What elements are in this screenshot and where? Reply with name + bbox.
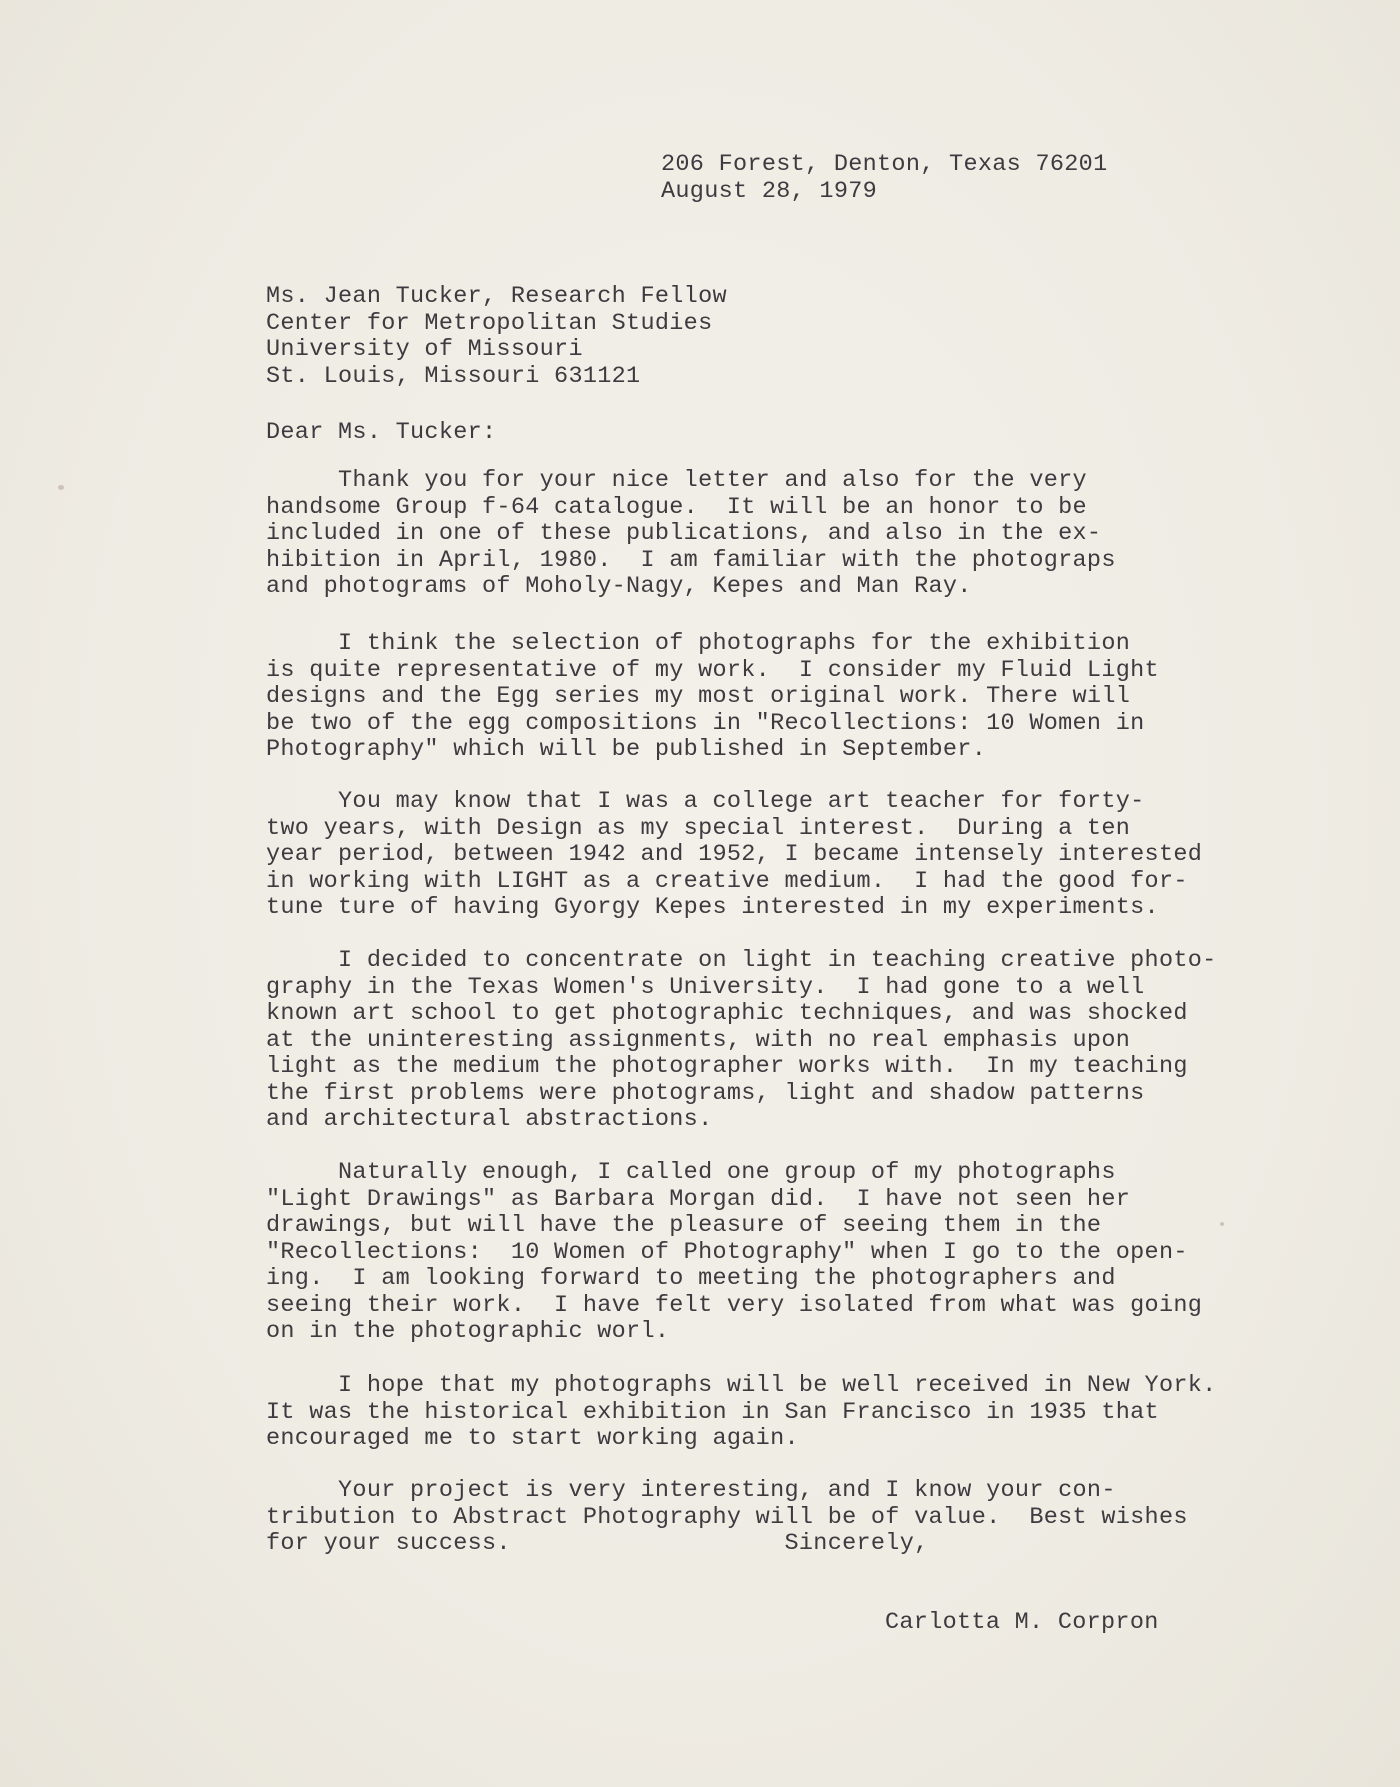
sender-address: 206 Forest, Denton, Texas 76201 xyxy=(661,151,1108,178)
paragraph-7 xyxy=(266,1478,1188,1558)
text-line: drawings, but will have the pleasure of seeing them in the xyxy=(266,1212,1102,1239)
recipient-address xyxy=(266,284,727,390)
text-line: known art school to get photographic techniques, and was shocked xyxy=(266,1000,1188,1027)
text-line: hibition in April, 1980. I am familiar with the photograps xyxy=(266,546,1116,574)
text-line: encouraged me to start working again. xyxy=(266,1425,799,1452)
recipient-line: Center for Metropolitan Studies xyxy=(266,309,713,337)
text-line: light as the medium the photographer works with. In my teaching xyxy=(266,1053,1188,1080)
text-line: included in one of these publications, and also in the ex- xyxy=(266,520,1102,547)
text-line: graphy in the Texas Women's University. I had gone to a well xyxy=(266,973,1145,1001)
text-line: seeing their work. I have felt very isolated from what was going xyxy=(266,1291,1203,1319)
text-line: year period, between 1942 and 1952, I became intensely interested xyxy=(266,841,1203,868)
paper-stain xyxy=(58,485,64,490)
text-line: You may know that I was a college art teacher for forty- xyxy=(266,788,1145,815)
recipient-line: University of Missouri xyxy=(266,336,583,363)
text-line: ing. I am looking forward to meeting the photographers and xyxy=(266,1265,1116,1292)
text-line: is quite representative of my work. I consider my Fluid Light xyxy=(266,656,1159,684)
salutation: Dear Ms. Tucker: xyxy=(266,419,497,446)
text-line: and photograms of Moholy-Nagy, Kepes and Man Ray. xyxy=(266,573,972,600)
paragraph-2 xyxy=(266,631,1159,764)
paragraph-6 xyxy=(266,1373,1217,1453)
text-line: I decided to concentrate on light in teaching creative photo- xyxy=(266,947,1217,974)
text-line: at the uninteresting assignments, with no real emphasis upon xyxy=(266,1026,1131,1054)
recipient-line: St. Louis, Missouri 631121 xyxy=(266,362,641,390)
signature: Carlotta M. Corpron xyxy=(885,1609,1159,1636)
paragraph-3 xyxy=(266,789,1202,922)
text-line: on in the photographic worl. xyxy=(266,1318,670,1345)
text-line: tribution to Abstract Photography will be of value. Best wishes xyxy=(266,1503,1188,1531)
text-line: tune ture of having Gyorgy Kepes interested in my experiments. xyxy=(266,894,1159,921)
letter-date: August 28, 1979 xyxy=(661,178,878,205)
text-line: in working with LIGHT as a creative medium. I had the good for- xyxy=(266,867,1188,895)
text-line: the first problems were photograms, light and shadow patterns xyxy=(266,1079,1145,1107)
paragraph-1 xyxy=(266,468,1116,601)
text-line: Photography" which will be published in September. xyxy=(266,736,987,763)
paragraph-4 xyxy=(266,948,1217,1134)
text-line: be two of the egg compositions in "Recollections: 10 Women in xyxy=(266,709,1145,737)
text-line: handsome Group f-64 catalogue. It will be an honor to be xyxy=(266,493,1087,521)
text-line: It was the historical exhibition in San Francisco in 1935 that xyxy=(266,1398,1159,1426)
text-line: for your success. Sincerely, xyxy=(266,1530,929,1557)
text-line: "Light Drawings" as Barbara Morgan did. I have not seen her xyxy=(266,1185,1131,1213)
text-line: designs and the Egg series my most original work. There will xyxy=(266,683,1131,710)
text-line: Your project is very interesting, and I know your con- xyxy=(266,1477,1116,1504)
text-line: two years, with Design as my special interest. During a ten xyxy=(266,814,1131,842)
text-line: Naturally enough, I called one group of my photographs xyxy=(266,1159,1116,1186)
text-line: I hope that my photographs will be well received in New York. xyxy=(266,1372,1217,1399)
text-line: and architectural abstractions. xyxy=(266,1106,713,1133)
text-line: "Recollections: 10 Women of Photography" when I go to the open- xyxy=(266,1238,1188,1266)
paper-stain xyxy=(1220,1222,1224,1226)
text-line: I think the selection of photographs for the exhibition xyxy=(266,630,1131,657)
text-line: Thank you for your nice letter and also for the very xyxy=(266,467,1087,494)
paragraph-5 xyxy=(266,1160,1202,1346)
recipient-line: Ms. Jean Tucker, Research Fellow xyxy=(266,283,727,310)
